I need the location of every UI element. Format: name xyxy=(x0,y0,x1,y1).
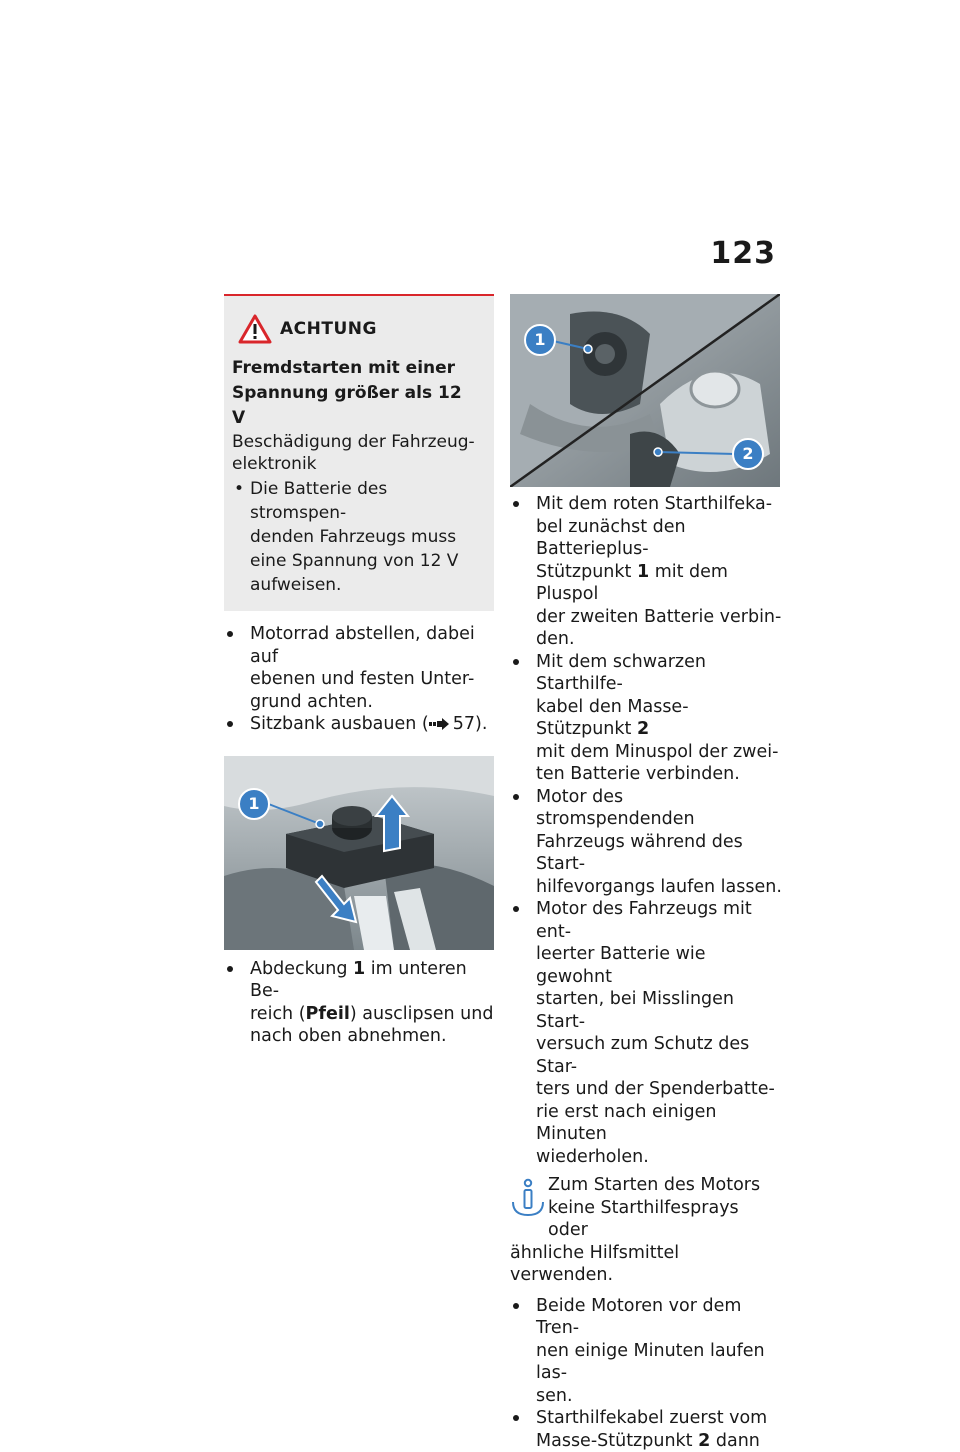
step-run-donor-engine xyxy=(510,786,782,899)
figure-jump-points xyxy=(510,294,780,487)
step-line: Fahrzeugs während des Start- xyxy=(536,831,782,876)
right-column xyxy=(510,294,782,1452)
step-park xyxy=(224,623,494,713)
step-line: den. xyxy=(536,628,782,651)
step-line: nen einige Minuten laufen las- xyxy=(536,1340,782,1385)
warning-box xyxy=(224,294,494,611)
left-column xyxy=(224,294,494,1048)
step-text: Masse-Stützpunkt xyxy=(536,1431,698,1451)
step-line: rie erst nach einigen Minuten xyxy=(536,1101,782,1146)
bullet-dot xyxy=(227,721,233,727)
step-line: der zweiten Batterie verbin- xyxy=(536,606,782,629)
page-number: 123 xyxy=(710,236,776,271)
step-run-both-engines xyxy=(510,1295,782,1408)
figure-seat-cover-illustration xyxy=(224,756,494,950)
step-text: Sitzbank ausbauen ( xyxy=(250,714,429,734)
step-text: Stützpunkt xyxy=(536,562,637,582)
step-text: ) ausclipsen und xyxy=(350,1004,494,1024)
step-connect-black-cable xyxy=(510,651,782,786)
bullet-dot xyxy=(513,501,519,507)
step-line: mit dem Minuspol der zwei- xyxy=(536,741,782,764)
step-line: Motor des stromspendenden xyxy=(536,786,782,831)
warning-consequence: elektronik xyxy=(232,453,480,475)
bullet-dot xyxy=(513,794,519,800)
figure-callout-1: 1 xyxy=(239,789,269,819)
bullet-dot xyxy=(513,906,519,912)
warning-triangle-icon xyxy=(238,314,272,344)
step-text: mit dem Pluspol xyxy=(536,562,728,605)
step-ref-number: 1 xyxy=(353,959,365,979)
step-text: dann xyxy=(710,1431,760,1451)
figure-seat-cover xyxy=(224,756,494,950)
step-text: im unteren Be- xyxy=(250,959,467,1002)
step-line: Mit dem roten Starthilfeka- xyxy=(536,493,782,516)
bullet-dot xyxy=(227,966,233,972)
step-text: reich ( xyxy=(250,1004,306,1024)
step-remove-seat xyxy=(224,713,494,736)
info-note xyxy=(510,1174,782,1287)
step-text: Abdeckung xyxy=(250,959,353,979)
page-reference-arrow-icon xyxy=(429,718,449,730)
note-line: Zum Starten des Motors xyxy=(510,1174,782,1197)
step-line: Mit dem schwarzen Starthilfe- xyxy=(536,651,782,696)
step-start-engine xyxy=(510,898,782,1168)
bullet-dot xyxy=(513,1303,519,1309)
warning-heading-line: Fremdstarten mit einer xyxy=(232,356,480,381)
step-line: Motorrad abstellen, dabei auf xyxy=(250,623,494,668)
step-line: Starthilfekabel zuerst vom xyxy=(536,1407,782,1430)
step-line xyxy=(536,696,782,741)
step-line: bel zunächst den Batterieplus- xyxy=(536,516,782,561)
bullet-dot xyxy=(227,631,233,637)
step-line: ebenen und festen Unter- xyxy=(250,668,494,691)
step-line: nach oben abnehmen. xyxy=(250,1025,494,1048)
step-line: Motor des Fahrzeugs mit ent- xyxy=(536,898,782,943)
step-line xyxy=(536,1430,782,1452)
warning-instruction-line: denden Fahrzeugs muss xyxy=(250,525,480,549)
step-line xyxy=(536,561,782,606)
step-line: starten, bei Misslingen Start- xyxy=(536,988,782,1033)
figure-callout-2: 2 xyxy=(733,439,763,469)
step-ref-word: Pfeil xyxy=(306,1004,350,1024)
warning-instruction-line: aufweisen. xyxy=(250,573,480,597)
step-line: hilfevorgangs laufen lassen. xyxy=(536,876,782,899)
warning-instruction-line: eine Spannung von 12 V xyxy=(250,549,480,573)
warning-header xyxy=(238,314,480,344)
step-ref-number: 1 xyxy=(637,562,649,582)
step-remove-cover xyxy=(224,958,494,1048)
step-ref-number: 2 xyxy=(637,719,649,739)
step-line: Beide Motoren vor dem Tren- xyxy=(536,1295,782,1340)
step-line: wiederholen. xyxy=(536,1146,782,1169)
step-text: kabel den Masse-Stützpunkt xyxy=(536,697,689,740)
step-line: sen. xyxy=(536,1385,782,1408)
note-line: keine Starthilfesprays oder xyxy=(510,1197,782,1242)
step-line: grund achten. xyxy=(250,691,494,714)
step-line: ten Batterie verbinden. xyxy=(536,763,782,786)
step-ref-number: 2 xyxy=(698,1431,710,1451)
page-reference-link[interactable]: 57 xyxy=(453,714,475,734)
bullet-dot xyxy=(513,1415,519,1421)
bullet-dot xyxy=(513,659,519,665)
note-line: ähnliche Hilfsmittel verwenden. xyxy=(510,1242,782,1287)
step-text: ). xyxy=(475,714,487,734)
warning-heading-line: Spannung größer als 12 V xyxy=(232,381,480,431)
step-line xyxy=(250,958,494,1003)
step-connect-red-cable xyxy=(510,493,782,651)
step-line: leerter Batterie wie gewohnt xyxy=(536,943,782,988)
step-line: versuch zum Schutz des Star- xyxy=(536,1033,782,1078)
warning-consequence: Beschädigung der Fahrzeug- xyxy=(232,431,480,453)
info-icon xyxy=(510,1176,546,1216)
warning-instruction xyxy=(232,477,480,597)
figure-callout-1: 1 xyxy=(525,325,555,355)
step-disconnect-cables xyxy=(510,1407,782,1452)
warning-instruction-line: • Die Batterie des stromspen- xyxy=(250,477,480,525)
step-line: ters und der Spenderbatte- xyxy=(536,1078,782,1101)
step-line xyxy=(250,1003,494,1026)
warning-title: ACHTUNG xyxy=(280,319,377,339)
